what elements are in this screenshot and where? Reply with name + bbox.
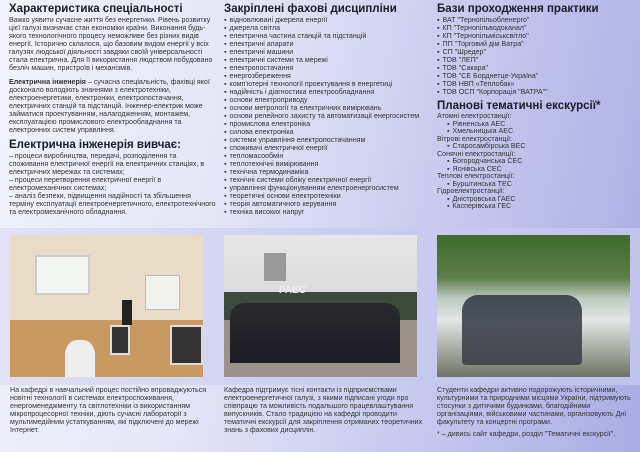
discipline-item: ▪ теплотехнічні вимірювання [224,160,432,168]
studies-item: – процеси перетворення електричної енергії в електромеханічних системах; [9,176,162,192]
excursion-item: ▪ Рівненська АЕС [437,121,637,129]
excursion-item: ▪ Касперівська ГЕС [437,203,637,211]
practice-item: ▪ ТОВ "ЛЕП" [437,56,637,64]
discipline-item: ▪ електричні машини [224,48,432,56]
practice-item: ▪ ТОВ ОСП "Корпорація "ВАТРА"" [437,88,637,96]
practice-item: ▪ ТОВ "Сакара" [437,64,637,72]
excursion-group-label: Гідроелектростанції: [437,187,505,195]
specialty-intro: Важко уявити сучасне життя без енергетики. Рівень розвитку цієї галузі визначає стан економіки країни. Виконання будь-якого технологічного процесу неможливе без різних видів енергії. Історично склалося, що базовим видом енергії у всіх галузях людської діяльності завдяки своїй універсальності стала електрична. Для її використання людством побудовано безліч машин, пристроїв і механізмів. [9,16,213,72]
excursion-item: ▪ Яснівська СЕС [437,166,637,174]
lab-photo [10,235,203,377]
disciplines-title: Закріплені фахові дисципліни [224,3,397,15]
excursion-group-list [437,121,637,136]
excursion-item: ▪ Бурштинська ТЕС [437,181,637,189]
students-text: Студенти кафедри активно подорожують історичними, культурними та природними місцями України, підтримують стосунки з дитячими будинками, благодійними організаціями, військовими частинами, організовують Дні факультету та концертні програми. [437,386,631,426]
discipline-item: ▪ технічна термодинаміка [224,168,432,176]
excursion-group-list [437,196,637,211]
discipline-item: ▪ технічні системи обліку електричної енергії [224,176,432,184]
power-plant-photo [224,235,417,377]
plant-sign: РАЕС [279,285,306,296]
discipline-item: ▪ тепломасообмін [224,152,432,160]
specialty-title: Характеристика спеціальності [9,3,183,15]
lab-caption [10,386,210,434]
excursion-group-label: Вітрові електростанції: [437,134,513,143]
specialty-column [9,3,217,216]
definition-paragraph [9,78,217,134]
definition-text: – сучасна спеціальність, фахівці якої досконало володіють знаннями з електротехніки, електроенергетики, електроніки, електропостачання, електричних станцій та підстанцій. Інженер-електрик може займатися проектуванням, налагодженням, монтажем, експлуатацією промислового електрообладнання та електронних систем управління. [9,78,210,134]
excursion-item: ▪ Хмельницька АЕС [437,128,637,136]
excursion-item: ▪ Дністровська ГАЕС [437,196,637,204]
excursions-list [437,113,637,211]
lab-text: На кафедрі в навчальний процес постійно впроваджуються новітні технології в системах електроспоживання, енергоменеджменту та світлотехніки із використанням мікропроцесорної техніки, діють сучасні лабораторії з мультимедійним устаткуванням, які підключені до мережі Інтернет. [10,386,207,434]
practice-column [437,3,637,211]
practice-title: Бази проходження практики [437,3,599,15]
practice-item: ▪ ТОВ НВП «Теплобак» [437,80,637,88]
discipline-item: ▪ електричні системи та мережі [224,56,432,64]
discipline-item: ▪ управління функціонуванням електроенергосистем [224,184,432,192]
discipline-item: ▪ основи електроприводу [224,96,432,104]
discipline-item: ▪ силова електроніка [224,128,432,136]
discipline-item: ▪ споживачі електричної енергії [224,144,432,152]
studies-item: – процеси виробництва, передачі, розподілення та споживання електричної енергії на електричних станціях, в електричних мережах та системах; [9,152,205,176]
excursion-group-list [437,158,637,173]
discipline-item: ▪ електрична частина станцій та підстанцій [224,32,432,40]
excursion-group-label: Теплові електростанції: [437,172,515,180]
discipline-item: ▪ енергозбереження [224,72,432,80]
disciplines-column [224,3,432,216]
excursion-group-label: Сонячні електростанції: [437,149,516,158]
river-photo [437,235,630,377]
students-caption [437,386,637,438]
definition-term: Електрична інженерія [9,78,86,86]
excursion-item: ▪ Богородчанська СЕС [437,158,637,166]
practice-item: ▪ КП "Тернопільводоканал" [437,24,637,32]
discipline-item: ▪ надійність і діагностика електрообладнання [224,88,432,96]
studies-item: – аналіз безпеки, підвищення надійності та збільшення терміну експлуатації електроенергетичного, електротехнічного та електромеханічного обладнання. [9,192,216,216]
studies-title: Електрична інженерія вивчає: [9,139,181,151]
contacts-text: Кафедра підтримує тісні контакти із підприємствами електроенергетичної галузі, з якими підписані угоди про співпрацю та можливість подальшого працевлаштування випускників. Стало традицією на кафедрі проводити тематичні екскурсії для закріплення отриманих теоретичних знань з фахових дисциплін. [224,386,423,434]
practice-list [437,16,637,96]
discipline-item: ▪ електропостачання [224,64,432,72]
practice-item: ▪ КП "Тернопільміськсвітло" [437,32,637,40]
discipline-item: ▪ джерела світла [224,24,432,32]
discipline-item: ▪ основи метрології та електричних вимірювань [224,104,432,112]
excursion-group-label: Атомні електростанції: [437,112,512,120]
discipline-item: ▪ теорія автоматичного керування [224,200,432,208]
discipline-item: ▪ відновлювані джерела енергії [224,16,432,24]
discipline-item: ▪ основи релейного захисту та автоматизації енергосистем [224,112,432,120]
disciplines-list [224,16,432,216]
discipline-item: ▪ теоретичні основи електротехніки [224,192,432,200]
discipline-item: ▪ промислова електроніка [224,120,432,128]
contacts-caption [224,386,424,434]
discipline-item: ▪ системи управління електропостачанням [224,136,432,144]
practice-item: ▪ ВАТ "Тернопільобленерго" [437,16,637,24]
practice-item: ▪ ПП "Торговий дім Ватра" [437,40,637,48]
discipline-item: ▪ техніка високих напруг [224,208,432,216]
excursion-item: ▪ Старосамбірська ВЕС [437,143,637,151]
discipline-item: ▪ електричні апарати [224,40,432,48]
footnote: * – дивись сайт кафедри, розділ "Тематичні екскурсії". [437,430,616,438]
practice-item: ▪ СП "Шредер" [437,48,637,56]
discipline-item: ▪ комп'ютерні технології проектування в енергетиці [224,80,432,88]
practice-item: ▪ ТОВ "СЕ Борднетце-Україна" [437,72,637,80]
excursions-title: Планові тематичні екскурсії* [437,100,601,112]
